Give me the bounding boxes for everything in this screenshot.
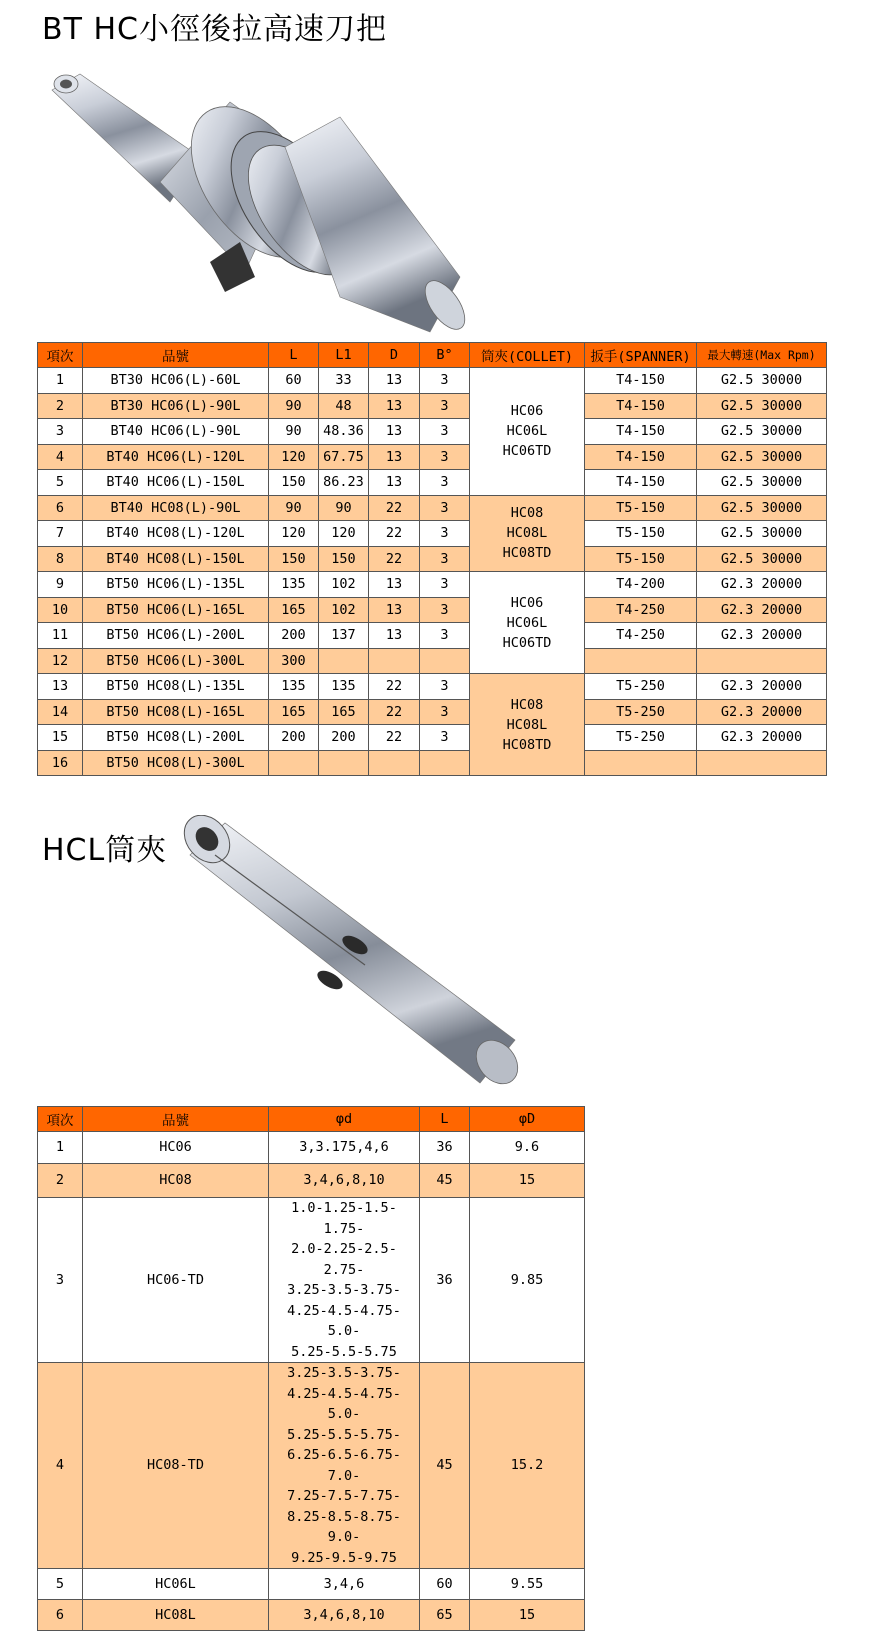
diameter-line: 6.25-6.5-6.75-7.0-: [287, 1447, 401, 1484]
inner-diameter-list: [269, 1132, 420, 1164]
header-collet: 筒夾(COLLET): [470, 343, 585, 368]
spanner: T5-150: [585, 495, 697, 521]
max-rpm: [697, 648, 827, 674]
table-row: [38, 1132, 585, 1164]
table-header: [38, 1107, 585, 1132]
table-header: [38, 343, 827, 368]
length-L1: 33: [319, 368, 369, 394]
length-L: 165: [269, 597, 319, 623]
diameter-D: 22: [369, 495, 420, 521]
spanner: T5-250: [585, 674, 697, 700]
row-number: 9: [38, 572, 83, 598]
collet-group: [470, 572, 585, 674]
model-number: HC08L: [83, 1600, 269, 1631]
max-rpm: G2.3 20000: [697, 597, 827, 623]
header-max-rpm: 最大轉速(Max Rpm): [697, 343, 827, 368]
spanner: T5-250: [585, 725, 697, 751]
header-model: 品號: [83, 1107, 269, 1132]
row-number: 12: [38, 648, 83, 674]
diameter-line: 1.0-1.25-1.5-1.75-: [291, 1200, 397, 1237]
diameter-D: 13: [369, 419, 420, 445]
model-number: BT40 HC06(L)-150L: [83, 470, 269, 496]
collet-type: HC08: [510, 505, 544, 522]
row-number: 6: [38, 495, 83, 521]
diameter-D: 13: [369, 572, 420, 598]
max-rpm: [697, 750, 827, 776]
diameter-D: [369, 750, 420, 776]
header-D: D: [369, 343, 420, 368]
diameter-line: 2.0-2.25-2.5-2.75-: [291, 1241, 397, 1278]
model-number: BT50 HC06(L)-300L: [83, 648, 269, 674]
header-L1: L1: [319, 343, 369, 368]
table-row: [38, 1198, 585, 1363]
diameter-line: 4.25-4.5-4.75-5.0-: [287, 1302, 401, 1339]
diameter-line: 5.25-5.5-5.75: [291, 1343, 397, 1360]
collet-image: [175, 815, 525, 1100]
length-L: 150: [269, 470, 319, 496]
spanner: T4-150: [585, 444, 697, 470]
table-row: [38, 546, 827, 572]
model-number: BT30 HC06(L)-60L: [83, 368, 269, 394]
row-number: 16: [38, 750, 83, 776]
table-row: [38, 1363, 585, 1569]
model-number: HC06-TD: [83, 1198, 269, 1363]
length-L: 135: [269, 674, 319, 700]
length-L1: 102: [319, 572, 369, 598]
diameter-D: 13: [369, 597, 420, 623]
length-L1: 48: [319, 393, 369, 419]
header-no: 項次: [38, 343, 83, 368]
diameter-D: 13: [369, 368, 420, 394]
diameter-D: 22: [369, 699, 420, 725]
table-row: [38, 648, 827, 674]
row-number: 10: [38, 597, 83, 623]
max-rpm: G2.3 20000: [697, 674, 827, 700]
model-number: HC08-TD: [83, 1363, 269, 1569]
length-L: 200: [269, 623, 319, 649]
length-L: 120: [269, 521, 319, 547]
length-L: [269, 750, 319, 776]
outer-diameter: 9.55: [470, 1569, 585, 1600]
spanner: T4-250: [585, 623, 697, 649]
diameter-D: 13: [369, 623, 420, 649]
diameter-D: 13: [369, 444, 420, 470]
collet-type: HC08TD: [502, 736, 552, 753]
table-row: [38, 419, 827, 445]
model-number: BT50 HC08(L)-300L: [83, 750, 269, 776]
page-title: BT HC小徑後拉高速刀把: [42, 12, 387, 47]
model-number: BT50 HC08(L)-165L: [83, 699, 269, 725]
collet-type: HC06: [510, 594, 544, 611]
length-L1: 90: [319, 495, 369, 521]
row-number: 1: [38, 368, 83, 394]
collet-type: HC06TD: [502, 634, 552, 651]
length-L: 200: [269, 725, 319, 751]
diameter-D: 22: [369, 521, 420, 547]
table-row: [38, 444, 827, 470]
diameter-line: 7.25-7.5-7.75-: [287, 1488, 401, 1504]
table-row: [38, 699, 827, 725]
length-L1: [319, 648, 369, 674]
length-L1: 135: [319, 674, 369, 700]
spanner: T4-150: [585, 419, 697, 445]
table-row: [38, 750, 827, 776]
collet-group: [470, 674, 585, 776]
header-inner-diameter: φd: [269, 1107, 420, 1132]
length-L1: 200: [319, 725, 369, 751]
table-row: [38, 393, 827, 419]
spanner: T4-250: [585, 597, 697, 623]
length-L: 90: [269, 393, 319, 419]
table-row: [38, 623, 827, 649]
spanner: T5-150: [585, 546, 697, 572]
collet-type: HC06: [510, 403, 544, 420]
collet-group: [470, 495, 585, 572]
spanner: T5-250: [585, 699, 697, 725]
row-number: 3: [38, 419, 83, 445]
max-rpm: G2.3 20000: [697, 699, 827, 725]
diameter-D: [369, 648, 420, 674]
model-number: BT40 HC06(L)-120L: [83, 444, 269, 470]
outer-diameter: 15: [470, 1164, 585, 1198]
diameter-line: 3.25-3.5-3.75-: [287, 1282, 401, 1298]
max-rpm: G2.5 30000: [697, 546, 827, 572]
table-row: [38, 368, 827, 394]
inner-diameter-list: [269, 1198, 420, 1363]
table-row: [38, 725, 827, 751]
tool-holder-table: [37, 342, 827, 776]
angle-B: 3: [420, 444, 470, 470]
length-L: 300: [269, 648, 319, 674]
model-number: BT50 HC08(L)-135L: [83, 674, 269, 700]
angle-B: 3: [420, 623, 470, 649]
model-number: BT50 HC06(L)-200L: [83, 623, 269, 649]
spanner: [585, 750, 697, 776]
length-L1: 165: [319, 699, 369, 725]
angle-B: 3: [420, 393, 470, 419]
table-row: [38, 521, 827, 547]
max-rpm: G2.5 30000: [697, 495, 827, 521]
section-title: HCL筒夾: [42, 833, 168, 868]
header-outer-diameter: φD: [470, 1107, 585, 1132]
spanner: T4-150: [585, 393, 697, 419]
max-rpm: G2.3 20000: [697, 623, 827, 649]
length: 65: [420, 1600, 470, 1631]
length: 36: [420, 1132, 470, 1164]
angle-B: 3: [420, 368, 470, 394]
length-L1: 67.75: [319, 444, 369, 470]
diameter-line: 9.25-9.5-9.75: [291, 1549, 397, 1566]
diameter-line: 4.25-4.5-4.75-5.0-: [287, 1385, 401, 1422]
max-rpm: G2.5 30000: [697, 521, 827, 547]
row-number: 13: [38, 674, 83, 700]
collet-type: HC08L: [506, 716, 548, 733]
model-number: BT50 HC06(L)-165L: [83, 597, 269, 623]
spanner: T4-150: [585, 368, 697, 394]
collet-type: HC08L: [506, 525, 548, 542]
row-number: 5: [38, 470, 83, 496]
row-number: 2: [38, 1164, 83, 1198]
diameter-line: 3,3.175,4,6: [299, 1139, 389, 1156]
diameter-line: 3,4,6: [323, 1575, 365, 1592]
row-number: 14: [38, 699, 83, 725]
length-L1: 120: [319, 521, 369, 547]
table-row: [38, 495, 827, 521]
diameter-line: 3,4,6,8,10: [303, 1172, 385, 1189]
row-number: 5: [38, 1569, 83, 1600]
length-L1: 137: [319, 623, 369, 649]
inner-diameter-list: [269, 1164, 420, 1198]
model-number: BT40 HC08(L)-120L: [83, 521, 269, 547]
length-L: 165: [269, 699, 319, 725]
length-L: 135: [269, 572, 319, 598]
diameter-line: 3.25-3.5-3.75-: [287, 1365, 401, 1381]
length-L: 90: [269, 419, 319, 445]
length-L: 150: [269, 546, 319, 572]
length: 45: [420, 1363, 470, 1569]
model-number: BT50 HC08(L)-200L: [83, 725, 269, 751]
collet-type: HC08: [510, 696, 544, 713]
row-number: 8: [38, 546, 83, 572]
model-number: BT40 HC08(L)-90L: [83, 495, 269, 521]
max-rpm: G2.5 30000: [697, 368, 827, 394]
length-L: 90: [269, 495, 319, 521]
inner-diameter-list: [269, 1569, 420, 1600]
diameter-D: 13: [369, 393, 420, 419]
model-number: BT40 HC08(L)-150L: [83, 546, 269, 572]
tool-holder-image: [40, 62, 470, 342]
length-L1: 48.36: [319, 419, 369, 445]
diameter-D: 22: [369, 546, 420, 572]
header-no: 項次: [38, 1107, 83, 1132]
diameter-D: 13: [369, 470, 420, 496]
collet-type: HC06TD: [502, 443, 552, 460]
max-rpm: G2.5 30000: [697, 393, 827, 419]
diameter-line: 5.25-5.5-5.75-: [287, 1426, 401, 1443]
row-number: 7: [38, 521, 83, 547]
length-L1: 150: [319, 546, 369, 572]
spanner: T4-200: [585, 572, 697, 598]
row-number: 15: [38, 725, 83, 751]
row-number: 11: [38, 623, 83, 649]
outer-diameter: 15.2: [470, 1363, 585, 1569]
length-L1: [319, 750, 369, 776]
collet-group: [470, 368, 585, 496]
length-L1: 86.23: [319, 470, 369, 496]
length: 60: [420, 1569, 470, 1600]
diameter-D: 22: [369, 725, 420, 751]
collet-type: HC06L: [506, 614, 548, 631]
header-model: 品號: [83, 343, 269, 368]
row-number: 6: [38, 1600, 83, 1631]
row-number: 1: [38, 1132, 83, 1164]
angle-B: 3: [420, 546, 470, 572]
angle-B: 3: [420, 521, 470, 547]
angle-B: 3: [420, 699, 470, 725]
max-rpm: G2.5 30000: [697, 470, 827, 496]
diameter-line: 8.25-8.5-8.75-9.0-: [287, 1508, 401, 1545]
angle-B: 3: [420, 725, 470, 751]
row-number: 4: [38, 444, 83, 470]
header-length: L: [420, 1107, 470, 1132]
table-row: [38, 1164, 585, 1198]
angle-B: 3: [420, 674, 470, 700]
model-number: BT30 HC06(L)-90L: [83, 393, 269, 419]
spanner: T5-150: [585, 521, 697, 547]
length-L: 60: [269, 368, 319, 394]
row-number: 3: [38, 1198, 83, 1363]
angle-B: 3: [420, 572, 470, 598]
inner-diameter-list: [269, 1600, 420, 1631]
header-L: L: [269, 343, 319, 368]
model-number: BT40 HC06(L)-90L: [83, 419, 269, 445]
angle-B: 3: [420, 419, 470, 445]
inner-diameter-list: [269, 1363, 420, 1569]
length-L: 120: [269, 444, 319, 470]
max-rpm: G2.3 20000: [697, 572, 827, 598]
model-number: HC08: [83, 1164, 269, 1198]
diameter-D: 22: [369, 674, 420, 700]
table-row: [38, 572, 827, 598]
max-rpm: G2.3 20000: [697, 725, 827, 751]
spanner: [585, 648, 697, 674]
length: 36: [420, 1198, 470, 1363]
outer-diameter: 9.85: [470, 1198, 585, 1363]
angle-B: 3: [420, 597, 470, 623]
angle-B: [420, 648, 470, 674]
angle-B: [420, 750, 470, 776]
length-L1: 102: [319, 597, 369, 623]
model-number: HC06: [83, 1132, 269, 1164]
angle-B: 3: [420, 495, 470, 521]
table-row: [38, 674, 827, 700]
row-number: 4: [38, 1363, 83, 1569]
max-rpm: G2.5 30000: [697, 419, 827, 445]
outer-diameter: 15: [470, 1600, 585, 1631]
outer-diameter: 9.6: [470, 1132, 585, 1164]
header-B: B°: [420, 343, 470, 368]
diameter-line: 3,4,6,8,10: [303, 1606, 385, 1623]
spanner: T4-150: [585, 470, 697, 496]
collet-type: HC08TD: [502, 545, 552, 562]
collet-type: HC06L: [506, 423, 548, 440]
model-number: BT50 HC06(L)-135L: [83, 572, 269, 598]
angle-B: 3: [420, 470, 470, 496]
table-row: [38, 597, 827, 623]
table-row: [38, 1569, 585, 1600]
max-rpm: G2.5 30000: [697, 444, 827, 470]
header-spanner: 扳手(SPANNER): [585, 343, 697, 368]
table-row: [38, 470, 827, 496]
model-number: HC06L: [83, 1569, 269, 1600]
collet-table: [37, 1106, 585, 1631]
length: 45: [420, 1164, 470, 1198]
table-row: [38, 1600, 585, 1631]
row-number: 2: [38, 393, 83, 419]
